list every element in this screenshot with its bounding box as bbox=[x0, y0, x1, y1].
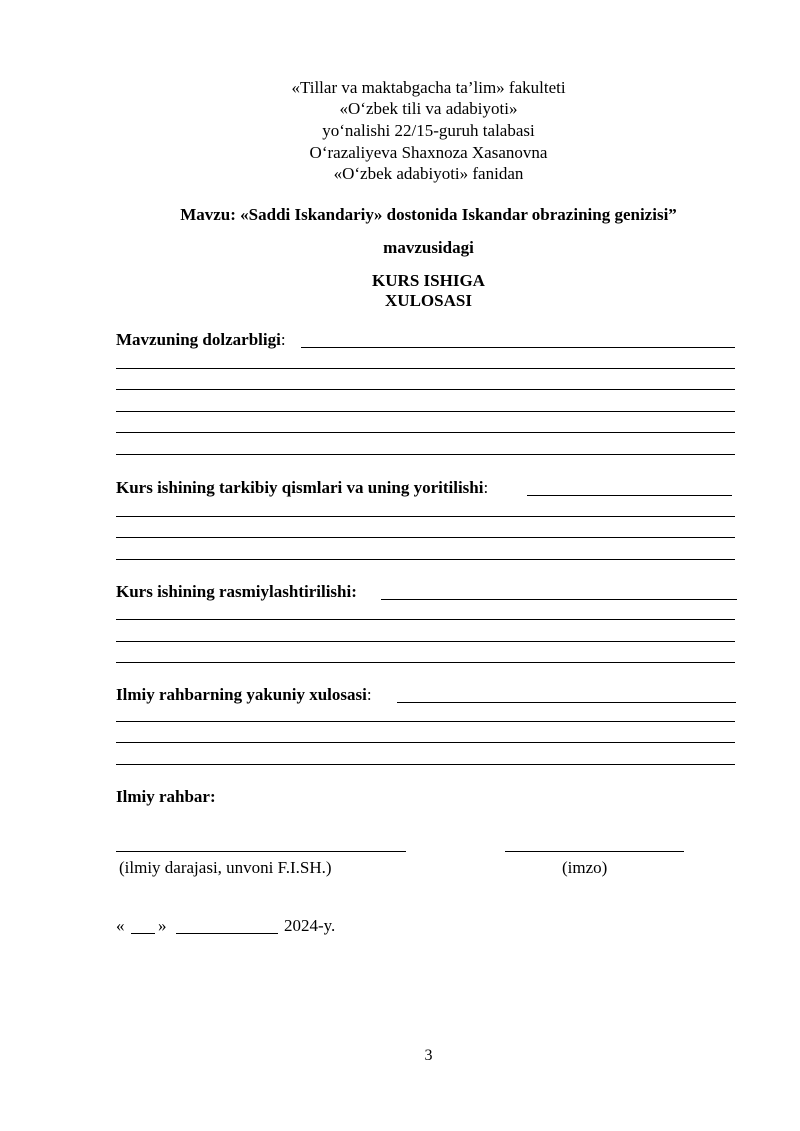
signature-caption: (imzo) bbox=[562, 858, 608, 877]
section-formatting-label bbox=[116, 582, 357, 602]
group-line: yo‘nalishi 22/15-guruh talabasi bbox=[322, 121, 535, 140]
answer-line[interactable] bbox=[381, 599, 737, 600]
section-label: Ilmiy rahbarning yakuniy xulosasi bbox=[116, 685, 367, 704]
topic-suffix: mavzusidagi bbox=[383, 238, 474, 257]
section-colon: : bbox=[366, 685, 372, 704]
date-open-quote: « bbox=[116, 916, 125, 935]
supervisor-name-caption: (ilmiy darajasi, unvoni F.I.SH.) bbox=[119, 858, 332, 877]
section-relevance-label bbox=[116, 330, 286, 350]
answer-line[interactable] bbox=[116, 764, 735, 765]
student-name: O‘razaliyeva Shaxnoza Xasanovna bbox=[309, 143, 548, 162]
section-label: Mavzuning dolzarbligi bbox=[116, 330, 281, 349]
answer-line[interactable] bbox=[116, 411, 735, 412]
section-label: Kurs ishining rasmiylashtirilishi: bbox=[116, 582, 357, 601]
section-conclusion-label bbox=[116, 685, 372, 705]
subject-line: «O‘zbek adabiyoti» fanidan bbox=[333, 164, 524, 183]
answer-line[interactable] bbox=[116, 454, 735, 455]
topic-line: Mavzu: «Saddi Iskandariy» dostonida Iskandar obrazining genizisi” bbox=[180, 205, 677, 224]
answer-line[interactable] bbox=[116, 389, 735, 390]
supervisor-label: Ilmiy rahbar: bbox=[116, 787, 216, 806]
date-month-line[interactable] bbox=[176, 933, 278, 934]
answer-line[interactable] bbox=[116, 721, 735, 722]
signature-line[interactable] bbox=[505, 851, 684, 852]
answer-line[interactable] bbox=[116, 516, 735, 517]
document-title-line1: KURS ISHIGA bbox=[372, 271, 485, 290]
section-structure-label bbox=[116, 478, 488, 498]
answer-line[interactable] bbox=[116, 641, 735, 642]
page-number: 3 bbox=[424, 1047, 433, 1064]
document-title-line2: XULOSASI bbox=[385, 291, 472, 310]
section-colon: : bbox=[280, 330, 286, 349]
answer-line[interactable] bbox=[397, 702, 736, 703]
answer-line[interactable] bbox=[301, 347, 735, 348]
answer-line[interactable] bbox=[527, 495, 732, 496]
answer-line[interactable] bbox=[116, 537, 735, 538]
answer-line[interactable] bbox=[116, 619, 735, 620]
supervisor-name-line[interactable] bbox=[116, 851, 406, 852]
answer-line[interactable] bbox=[116, 559, 735, 560]
answer-line[interactable] bbox=[116, 432, 735, 433]
date-close-quote: » bbox=[158, 916, 167, 935]
answer-line[interactable] bbox=[116, 662, 735, 663]
date-year: 2024-y. bbox=[284, 916, 336, 935]
faculty-line: «Tillar va maktabgacha ta’lim» fakulteti bbox=[291, 78, 566, 97]
section-label: Kurs ishining tarkibiy qismlari va uning yoritilishi bbox=[116, 478, 484, 497]
section-colon: : bbox=[483, 478, 489, 497]
answer-line[interactable] bbox=[116, 742, 735, 743]
specialty-line: «O‘zbek tili va adabiyoti» bbox=[339, 99, 518, 118]
date-day-line[interactable] bbox=[131, 933, 155, 934]
answer-line[interactable] bbox=[116, 368, 735, 369]
